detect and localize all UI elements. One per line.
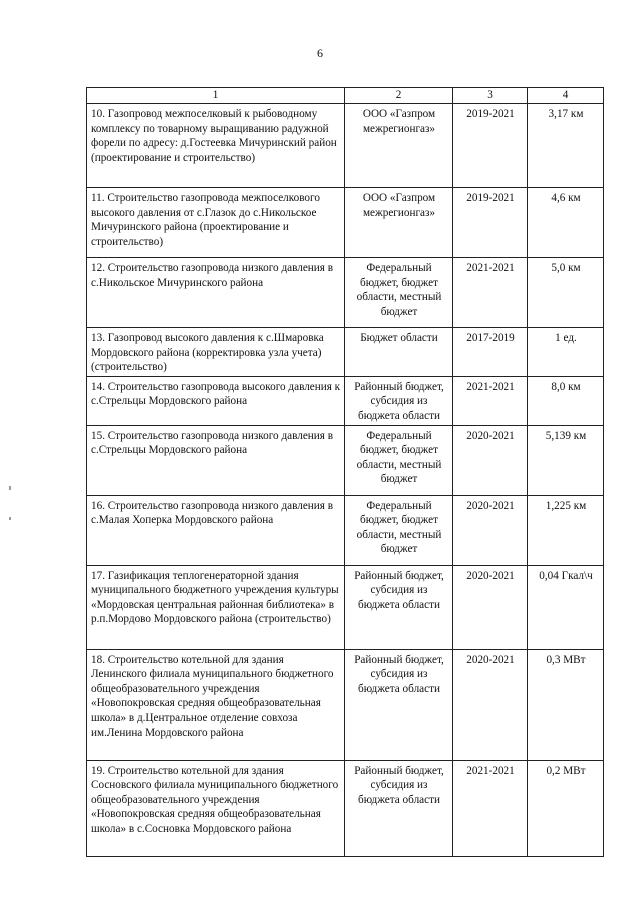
table-row [87, 760, 604, 856]
table-row [87, 258, 604, 328]
period-cell: 2019-2021 [453, 104, 528, 188]
object-name-cell: 14. Строительство газопровода высокого давления к с.Стрельцы Мордовского района [87, 376, 345, 425]
period-cell: 2020-2021 [453, 425, 528, 495]
column-header: 3 [453, 88, 528, 104]
column-header: 2 [345, 88, 453, 104]
table-row [87, 188, 604, 258]
capacity-cell: 1,225 км [528, 495, 604, 565]
object-name-cell: 13. Газопровод высокого давления к с.Шмаровка Мордовского района (корректировка узла учета) (строительство) [87, 328, 345, 377]
capacity-cell: 3,17 км [528, 104, 604, 188]
capacity-cell: 5,139 км [528, 425, 604, 495]
column-header: 4 [528, 88, 604, 104]
table-row [87, 328, 604, 377]
funding-source-cell: Районный бюджет, субсидия из бюджета области [345, 376, 453, 425]
funding-source-cell: Бюджет области [345, 328, 453, 377]
period-cell: 2021-2021 [453, 376, 528, 425]
table-row [87, 565, 604, 649]
column-header: 1 [87, 88, 345, 104]
table-row [87, 376, 604, 425]
table-row [87, 104, 604, 188]
object-name-cell: 15. Строительство газопровода низкого давления в с.Стрельцы Мордовского района [87, 425, 345, 495]
object-name-cell: 18. Строительство котельной для здания Ленинского филиала муниципального бюджетного общеобразовательного учреждения «Новопокровская средняя общеобразовательная школа» в д.Центральное отделение совхоза им.Ленина Мордовского района [87, 649, 345, 760]
scan-artifact [9, 517, 11, 520]
period-cell: 2020-2021 [453, 565, 528, 649]
scan-artifact [9, 486, 11, 490]
header-row [87, 88, 604, 104]
period-cell: 2019-2021 [453, 188, 528, 258]
page-number: 6 [317, 46, 323, 60]
capacity-cell: 5,0 км [528, 258, 604, 328]
funding-source-cell: Федеральный бюджет, бюджет области, местный бюджет [345, 495, 453, 565]
capacity-cell: 0,2 МВт [528, 760, 604, 856]
funding-source-cell: Районный бюджет, субсидия из бюджета области [345, 760, 453, 856]
object-name-cell: 17. Газификация теплогенераторной здания муниципального бюджетного учреждения культуры «Мордовская центральная районная библиотека» в р.п.Мордово Мордовского района (строительство) [87, 565, 345, 649]
object-name-cell: 19. Строительство котельной для здания Сосновского филиала муниципального бюджетного общеобразовательного учреждения «Новопокровская средняя общеобразовательная школа» в с.Сосновка Мордовского района [87, 760, 345, 856]
object-name-cell: 16. Строительство газопровода низкого давления в с.Малая Хоперка Мордовского района [87, 495, 345, 565]
table-row [87, 495, 604, 565]
table-row [87, 425, 604, 495]
object-name-cell: 11. Строительство газопровода межпоселкового высокого давления от с.Глазок до с.Никольское Мичуринского района (проектирование и строительство) [87, 188, 345, 258]
capacity-cell: 0,04 Гкал\ч [528, 565, 604, 649]
period-cell: 2021-2021 [453, 258, 528, 328]
capacity-cell: 1 ед. [528, 328, 604, 377]
program-table [86, 87, 604, 857]
object-name-cell: 10. Газопровод межпоселковый к рыбоводному комплексу по товарному выращиванию радужной форели по адресу: д.Гостеевка Мичуринский район (проектирование и строительство) [87, 104, 345, 188]
capacity-cell: 4,6 км [528, 188, 604, 258]
funding-source-cell: ООО «Газпром межрегионгаз» [345, 104, 453, 188]
funding-source-cell: Федеральный бюджет, бюджет области, местный бюджет [345, 425, 453, 495]
period-cell: 2017-2019 [453, 328, 528, 377]
period-cell: 2020-2021 [453, 495, 528, 565]
funding-source-cell: Районный бюджет, субсидия из бюджета области [345, 565, 453, 649]
capacity-cell: 8,0 км [528, 376, 604, 425]
funding-source-cell: ООО «Газпром межрегионгаз» [345, 188, 453, 258]
funding-source-cell: Федеральный бюджет, бюджет области, местный бюджет [345, 258, 453, 328]
object-name-cell: 12. Строительство газопровода низкого давления в с.Никольское Мичуринского района [87, 258, 345, 328]
table-row [87, 649, 604, 760]
funding-source-cell: Районный бюджет, субсидия из бюджета области [345, 649, 453, 760]
period-cell: 2020-2021 [453, 649, 528, 760]
period-cell: 2021-2021 [453, 760, 528, 856]
capacity-cell: 0,3 МВт [528, 649, 604, 760]
